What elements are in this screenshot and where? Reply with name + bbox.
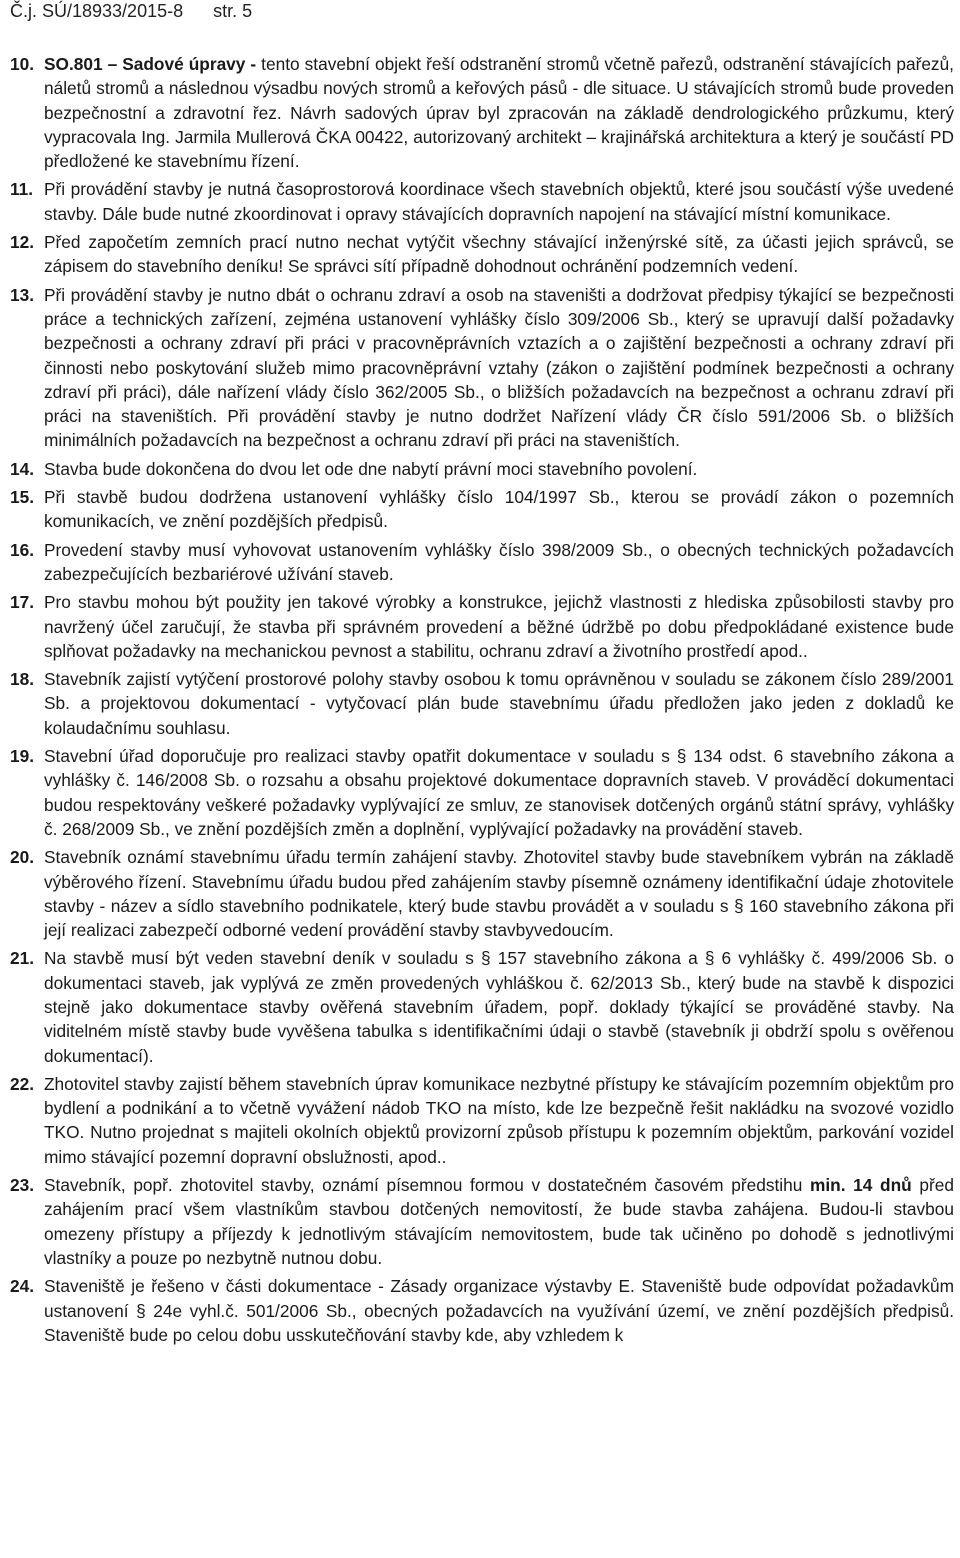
condition-item (10, 52, 954, 173)
condition-item (10, 1274, 954, 1347)
text-run: Při provádění stavby je nutno dbát o ochranu zdraví a osob na staveništi a dodržovat předpisy týkající se bezpečnosti práce a technických zařízení, zejména ustanovení vyhlášky číslo 309/2006 Sb., který se upravují další požadavky bezpečnosti a ochrany zdraví při práci v pracovněprávních vztazích a o zajištění bezpečnosti a ochrany zdraví při činnosti nebo poskytování služeb mimo pracovněprávní vztahy (zákon o zajištění podmínek bezpečnosti a ochrany zdraví při práci), dále nařízení vlády číslo 362/2005 Sb., o bližších požadavcích na bezpečnost a ochranu zdraví při práci na staveništích. Při provádění stavby je nutno dodržet Nařízení vlády ČR číslo 591/2006 Sb. o bližších minimálních požadavcích na bezpečnost a ochranu zdraví při práci na staveništích. (44, 284, 954, 451)
condition-item (10, 667, 954, 740)
condition-number: 13. (10, 284, 35, 305)
condition-number: 21. (10, 948, 35, 969)
condition-item (10, 590, 954, 663)
condition-item (10, 744, 954, 841)
text-run: Před započetím zemních prací nutno nechat vytýčit všechny stávající inženýrské sítě, za účasti jejich správců, se zápisem do stavebního deníku! Se správci sítí případně dohodnout ochránění podzemních vedení. (44, 232, 954, 277)
condition-number: 19. (10, 746, 35, 767)
condition-item (10, 1072, 954, 1169)
text-run: tento stavební objekt řeší odstranění stromů včetně pařezů, odstranění stávajících pařezů, náletů stromů a následnou výsadbu nových stromů a keřových pásů - dle situace. U stávajících stromů bude proveden bezpečnostní a zdravotní řez. Návrh sadových úprav byl zpracován na základě dendrologického průzkumu, který vypracovala Ing. Jarmila Mullerová ČKA 00422, autorizovaný architekt – krajinářská architektura a který je součástí PD předložené ke stavebnímu řízení. (44, 54, 954, 172)
condition-text (44, 177, 954, 226)
text-run: Při stavbě budou dodržena ustanovení vyhlášky číslo 104/1997 Sb., kterou se provádí zákon o pozemních komunikacích, ve znění pozdějších předpisů. (44, 487, 954, 532)
text-run: Stavba bude dokončena do dvou let ode dne nabytí právní moci stavebního povolení. (44, 458, 698, 479)
condition-item (10, 457, 954, 481)
page-header (10, 0, 252, 22)
text-run: Stavebník, popř. zhotovitel stavby, oznámí písemnou formou v dostatečném časovém předstihu (44, 1175, 810, 1196)
condition-number: 10. (10, 54, 35, 74)
condition-number: 22. (10, 1073, 35, 1094)
condition-item (10, 946, 954, 1067)
condition-text (44, 590, 954, 663)
bold-text: min. 14 dnů (809, 1175, 912, 1196)
condition-number: 14. (10, 458, 35, 479)
reference-number: Č.j. SÚ/18933/2015-8 (10, 1, 184, 21)
bold-text: SO.801 – Sadové úpravy - (44, 54, 257, 74)
condition-number: 16. (10, 539, 35, 560)
text-run: Stavebník zajistí vytýčení prostorové polohy stavby osobou k tomu oprávněnou v souladu se zákonem číslo 289/2001 Sb. a projektovou dokumentací - vytyčovací plán bude stavebnímu úřadu předložen jako jeden z dokladů ke kolaudačnímu souhlasu. (44, 669, 954, 738)
condition-text (44, 230, 954, 279)
text-run: Staveniště je řešeno v části dokumentace - Zásady organizace výstavby E. Staveniště bude odpovídat požadavkům ustanovení § 24e vyhl.č. 501/2006 Sb., obecných požadavcích na využívání území, ve znění pozdějších předpisů. Staveniště bude po celou dobu usskutečňování stavby kde, aby vzhledem k (44, 1276, 954, 1345)
text-run: Na stavbě musí být veden stavební deník v souladu s § 157 stavebního zákona a § 6 vyhlášky č. 499/2006 Sb. o dokumentaci staveb, jak vyplývá ze změn provedených vyhláškou č. 62/2013 Sb., který bude na stavbě k dispozici stejně jako dokumentace stavby ověřená stavebním úřadem, popř. doklady týkající se prováděné stavby. Na viditelném místě stavby bude vyvěšena tabulka s identifikačními údaji o stavbě (stavebník ji obdrží spolu s ověřenou dokumentací). (44, 948, 954, 1066)
condition-number: 24. (10, 1276, 35, 1297)
condition-item (10, 485, 954, 534)
text-run: Zhotovitel stavby zajistí během stavebních úprav komunikace nezbytné přístupy ke stávajícím pozemním objektům pro bydlení a podnikání a to včetně vyvážení nádob TKO na místo, kde lze bezpečně řešit nakládku na svozové vozidlo TKO. Nutno projednat s majiteli okolních objektů provizorní způsob přístupu k pozemním objektům, parkování vozidel mimo stávající pozemní dopravní obslužnosti, apod.. (44, 1073, 954, 1167)
condition-text (44, 744, 954, 841)
condition-item (10, 845, 954, 942)
condition-number: 18. (10, 669, 35, 690)
condition-number: 11. (10, 179, 34, 200)
condition-text (44, 667, 954, 740)
condition-text (44, 538, 954, 587)
condition-text (44, 485, 954, 534)
text-run: Stavebník oznámí stavebnímu úřadu termín zahájení stavby. Zhotovitel stavby bude stavebníkem vybrán na základě výběrového řízení. Stavebnímu úřadu budou před zahájením stavby písemně oznámeny identifikační údaje zhotovitele stavby - název a sídlo stavebního podnikatele, který bude stavbu provádět a v souladu s § 160 stavebního zákona při její realizaci zabezpečí odborné vedení provádění stavby stavbyvedoucím. (44, 847, 954, 941)
text-run: před zahájením prací všem vlastníkům stavbou dotčených nemovitostí, že bude stavba zahájena. Budou-li stavbou omezeny přístupy a příjezdy k jednotlivým stávajícím nemovitostem, bude tak učiněno po dohodě s jednotlivými vlastníky a pouze po nezbytně nutnou dobu. (44, 1175, 954, 1268)
text-run: Při provádění stavby je nutná časoprostorová koordinace všech stavebních objektů, které jsou součástí výše uvedené stavby. Dále bude nutné zkoordinovat i opravy stávajících dopravních napojení na stávající místní komunikace. (44, 179, 954, 224)
condition-number: 23. (10, 1175, 35, 1196)
condition-item (10, 283, 954, 453)
conditions-list (10, 52, 954, 1351)
text-run: Pro stavbu mohou být použity jen takové výrobky a konstrukce, jejichž vlastnosti z hlediska způsobilosti stavby pro navržený účel zaručují, že stavba při správném provedení a běžné údržbě po dobu předpokládané existence bude splňovat požadavky na mechanickou pevnost a stabilitu, ochranu zdraví a životního prostředí apod.. (44, 592, 954, 661)
condition-number: 12. (10, 232, 35, 253)
condition-text (44, 1274, 954, 1347)
condition-item (10, 177, 954, 226)
condition-number: 15. (10, 487, 35, 508)
condition-text (44, 1173, 954, 1270)
condition-text (44, 946, 954, 1067)
text-run: Provedení stavby musí vyhovovat ustanovením vyhlášky číslo 398/2009 Sb., o obecných technických požadavcích zabezpečujících bezbariérové užívání staveb. (44, 539, 954, 584)
condition-number: 17. (10, 592, 35, 613)
condition-item (10, 538, 954, 587)
page-number: str. 5 (213, 1, 253, 21)
condition-text (44, 845, 954, 942)
text-run: Stavební úřad doporučuje pro realizaci stavby opatřit dokumentace v souladu s § 134 odst. 6 stavebního zákona a vyhlášky č. 146/2008 Sb. o rozsahu a obsahu projektové dokumentace dopravních staveb. V prováděcí dokumentaci budou respektovány veškeré požadavky vyplývající ze smluv, ze stanovisek dotčených orgánů státní správy, vyhlášky č. 268/2009 Sb., ve znění pozdějších změn a doplnění, vyplývající požadavky na provádění staveb. (44, 746, 954, 839)
condition-text (44, 52, 954, 173)
condition-item (10, 230, 954, 279)
condition-text (44, 283, 954, 453)
condition-text (44, 1072, 954, 1169)
condition-item (10, 1173, 954, 1270)
condition-text (44, 457, 954, 481)
condition-number: 20. (10, 847, 35, 868)
